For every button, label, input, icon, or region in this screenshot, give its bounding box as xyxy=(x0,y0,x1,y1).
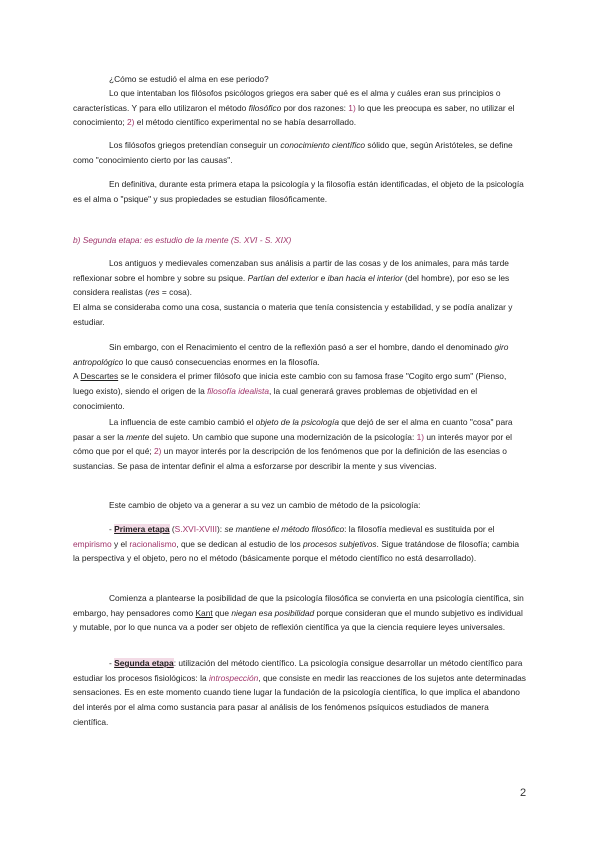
section-heading-second-stage: b) Segunda etapa: es estudio de la mente (S. XVI - S. XIX) xyxy=(73,235,292,245)
paragraph-kant: Comienza a plantearse la posibilidad de que la psicología filosófica se convierta en una psicología científica, sin embargo, hay pensadores como Kant que niegan esa posibilidad porque consideran que el mundo subjetivo es individual y mutable, por lo que nunca va a poder ser objeto de reflexión científica ya que la ciencia requiere leyes universales. xyxy=(73,593,524,633)
paragraph-greek-science: Los filósofos griegos pretendían conseguir un conocimiento científico sólido que, según Aristóteles, se define como "conocimiento cierto por las causas". xyxy=(73,140,513,165)
paragraph-philosophical-method: Lo que intentaban los filósofos psicólogos griegos era saber qué es el alma y cuáles eran sus principios o características. Y para ello utilizaron el método filosófico por dos razones: 1) lo que les preocupa es saber, no utilizar el conocimiento; 2) el método científico experimental no se había desarrollado. xyxy=(73,88,515,128)
paragraph-realists: Los antiguos y medievales comenzaban sus análisis a partir de las cosas y de los animales, para más tarde reflexionar sobre el hombre y sobre su psique. Partían del exterior e iban hacia el interior (del hombre), por eso se les considera realistas (res = cosa). El alma se consideraba como una cosa, sustancia o materia que tenía consistencia y estabilidad, y se podía analizar y estudiar. xyxy=(73,258,513,327)
paragraph-renaissance: Sin embargo, con el Renacimiento el centro de la reflexión pasó a ser el hombre, dando el denominado giro antropológico lo que causó consecuencias enormes en la filosofía. A Descartes se le considera el primer filósofo que inicia este cambio con su famosa frase "Cogito ergo sum" (Pienso, luego existo), siendo el origen de la filosofía idealista, la cual generará graves problemas de objetividad en el conocimiento. xyxy=(73,342,509,411)
paragraph-method-change: Este cambio de objeto va a generar a su vez un cambio de método de la psicología: xyxy=(109,500,421,510)
paragraph-object-change: La influencia de este cambio cambió el objeto de la psicología que dejó de ser el alma en cuanto "cosa" para pasar a ser la mente del sujeto. Un cambio que supone una modernización de la psicología: 1) un interés mayor por el cómo que por el qué; 2) un mayor interés por la descripción de los fenómenos que por la definición de las esencias o sustancias. Se pasa de intentar definir el alma a esforzarse por describir la mente y sus vivencias. xyxy=(73,417,513,472)
paragraph-first-stage: - Primera etapa (S.XVI-XVIII): se mantiene el método filosófico: la filosofía medieval es sustituida por el empirismo y el racionalismo, que se dedican al estudio de los procesos subjetivos. Sigue tratándose de filosofía; cambia la perspectiva y el objeto, pero no el método (básicamente porque el método científico no está desarrollado). xyxy=(73,524,520,564)
paragraph-second-stage: - Segunda etapa: utilización del método científico. La psicología consigue desarrollar un método científico para estudiar los procesos fisiológicos: la introspección, que consiste en medir las reacciones de los sujetos ante determinadas sensaciones. Es en este momento cuando tiene lugar la fundación de la psicología científica, lo que implica el abandono del interés por el alma como sustancia para pasar al análisis de los fenómenos psíquicos estudiados de manera científica. xyxy=(73,658,526,727)
page-number: 2 xyxy=(520,787,527,799)
paragraph-first-stage-summary: En definitiva, durante esta primera etapa la psicología y la filosofía están identificadas, el objeto de la psicología es el alma o "psique" y sus propiedades se estudian filosóficamente. xyxy=(73,179,524,204)
question-heading: ¿Cómo se estudió el alma en ese periodo? xyxy=(109,74,269,84)
